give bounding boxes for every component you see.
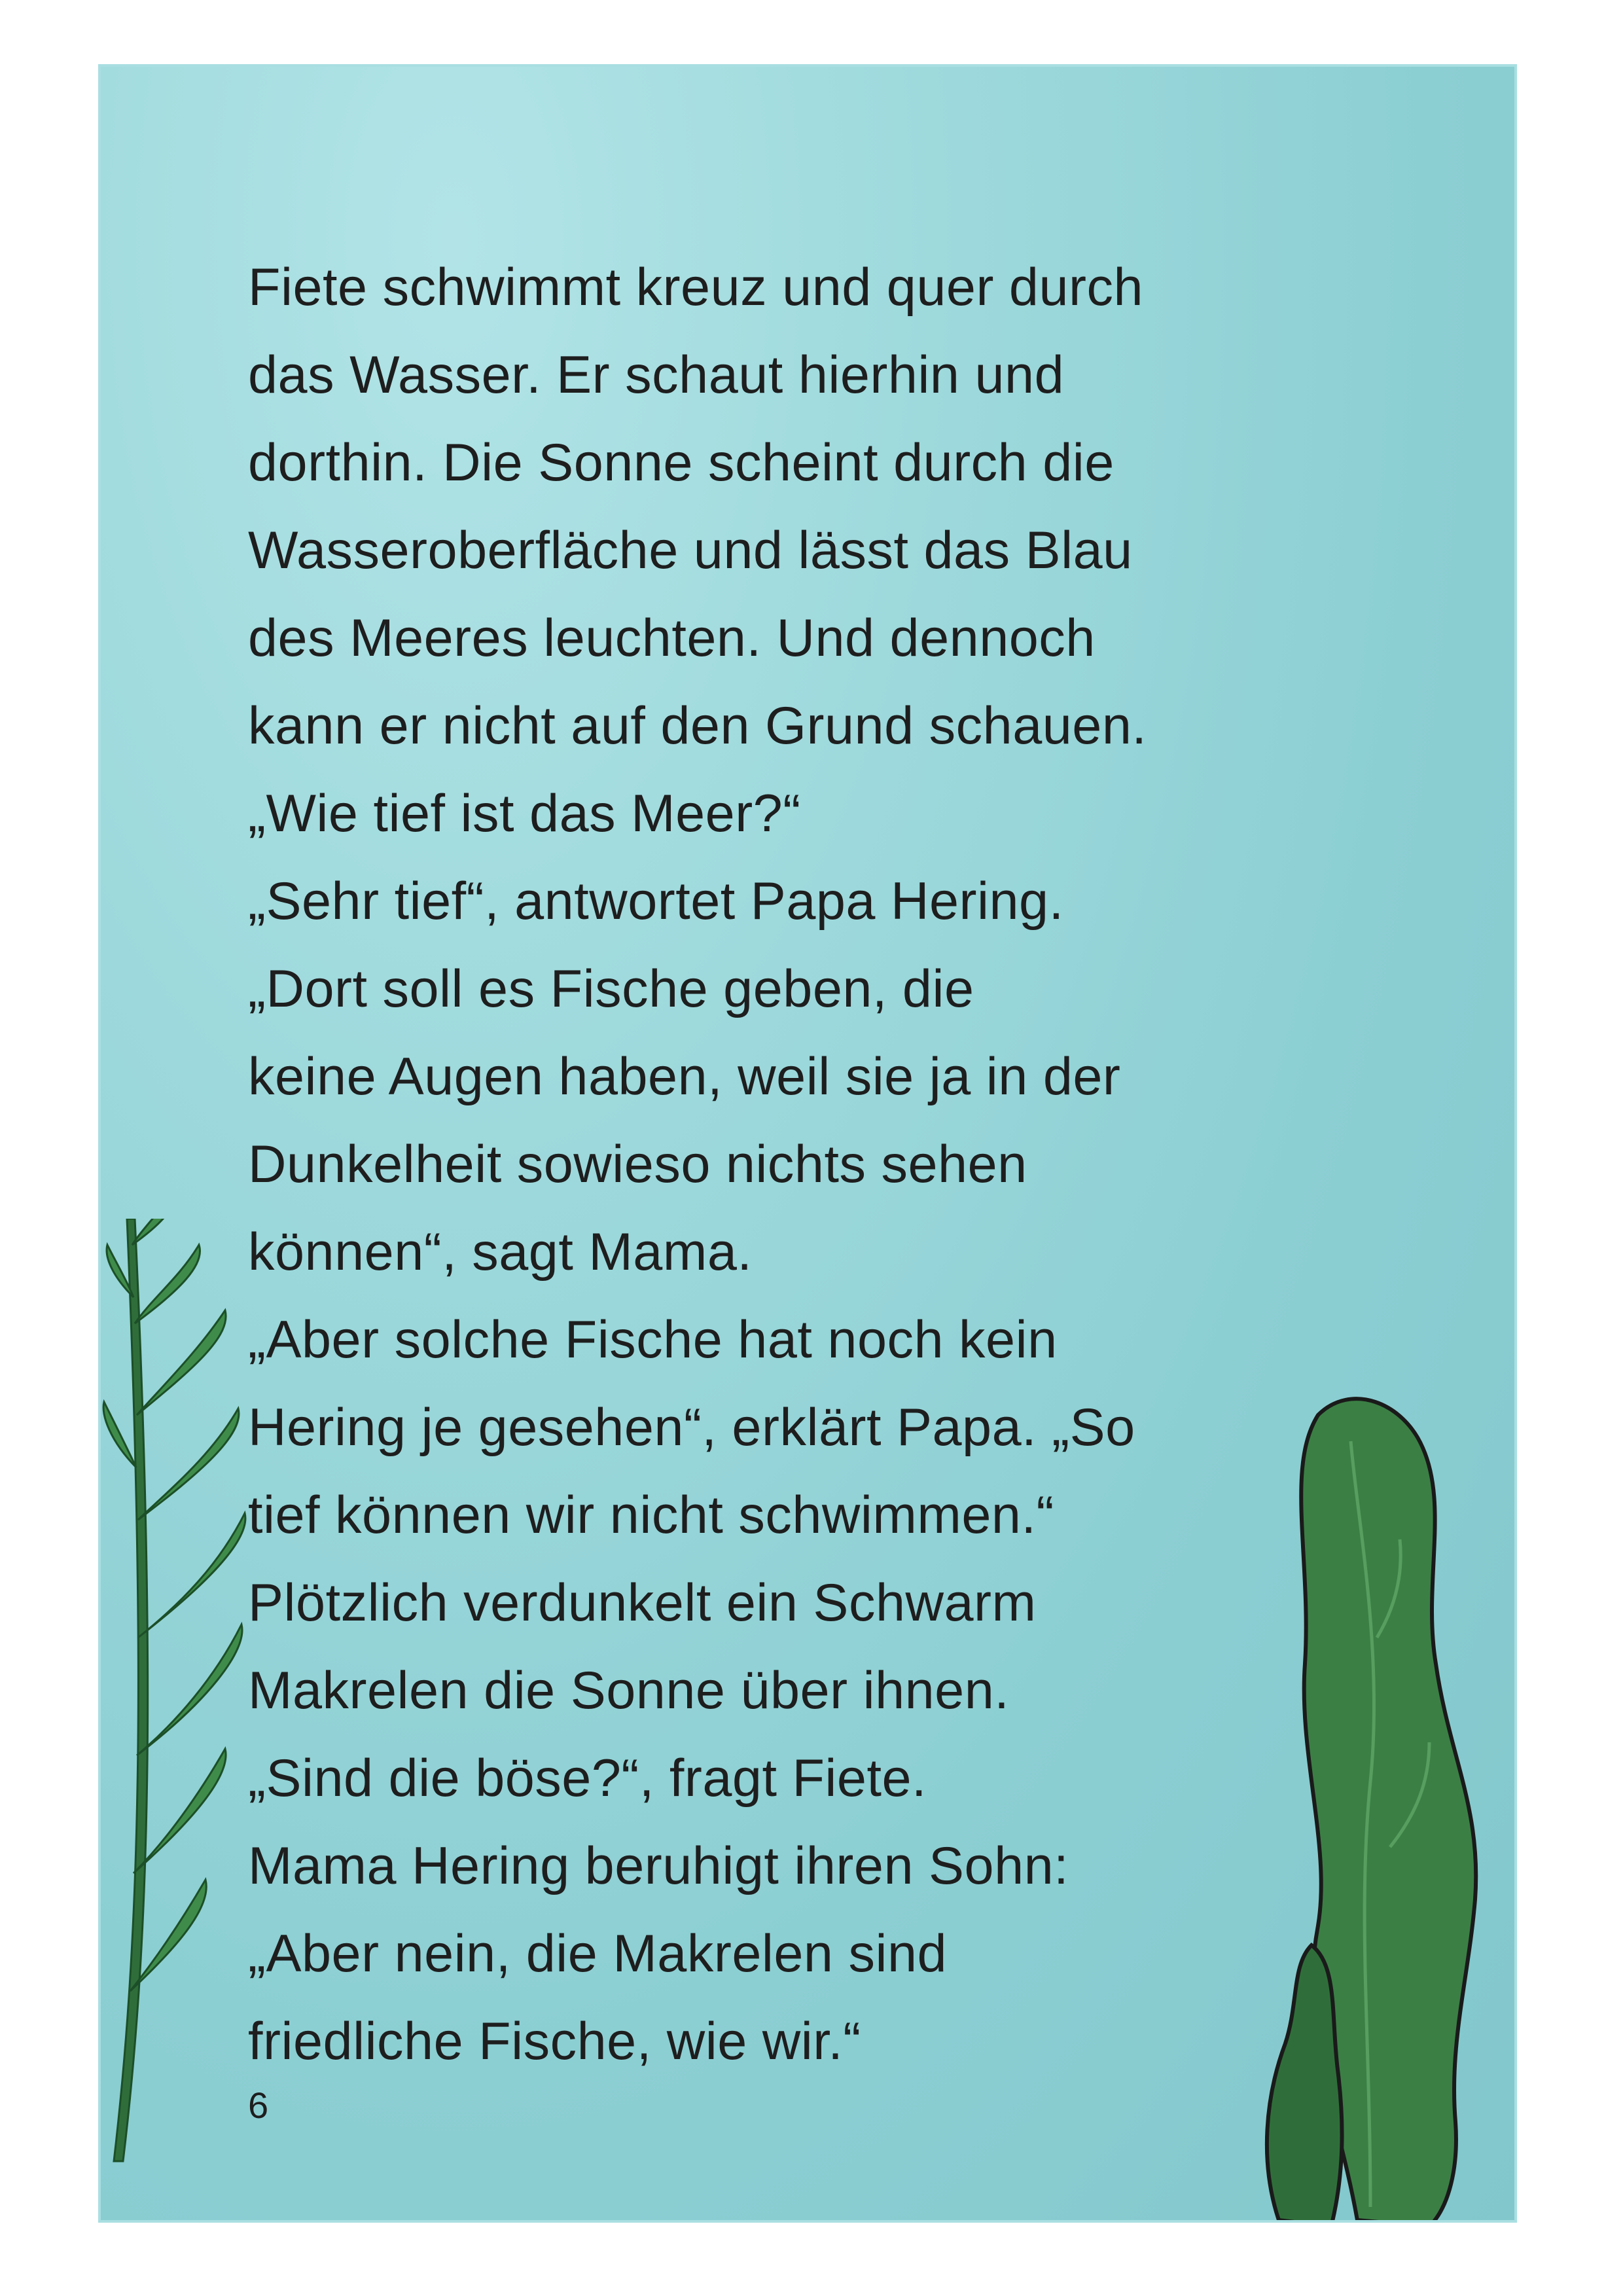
story-line: dorthin. Die Sonne scheint durch die (248, 433, 1115, 492)
story-line: Mama Hering beruhigt ihren Sohn: (248, 1837, 1069, 1895)
page-number: 6 (248, 2085, 269, 2126)
story-line: friedliche Fische, wie wir.“ (248, 2012, 861, 2071)
story-line: Makrelen die Sonne über ihnen. (248, 1661, 1010, 1720)
story-line: „Sind die böse?“, fragt Fiete. (248, 1749, 927, 1808)
story-line: kann er nicht auf den Grund schauen. (248, 696, 1147, 755)
story-line: des Meeres leuchten. Und dennoch (248, 609, 1096, 668)
story-line: Dunkelheit sowieso nichts sehen (248, 1135, 1027, 1194)
story-line: tief können wir nicht schwimmen.“ (248, 1486, 1054, 1545)
story-line: Fiete schwimmt kreuz und quer durch (248, 258, 1144, 317)
story-line: „Aber nein, die Makrelen sind (248, 1924, 948, 1983)
story-line: „Aber solche Fische hat noch kein (248, 1310, 1058, 1369)
story-line: das Wasser. Er schaut hierhin und (248, 346, 1065, 404)
story-text (248, 243, 1361, 2085)
story-line: „Sehr tief“, antwortet Papa Hering. (248, 872, 1064, 931)
page-panel (98, 64, 1517, 2223)
story-line: Hering je gesehen“, erklärt Papa. „So (248, 1398, 1135, 1457)
story-line: können“, sagt Mama. (248, 1223, 753, 1282)
story-line: „Dort soll es Fische geben, die (248, 960, 974, 1018)
story-line: Plötzlich verdunkelt ein Schwarm (248, 1573, 1037, 1632)
story-line: „Wie tief ist das Meer?“ (248, 784, 801, 843)
story-line: keine Augen haben, weil sie ja in der (248, 1047, 1121, 1106)
story-line: Wasseroberfläche und lässt das Blau (248, 521, 1133, 580)
